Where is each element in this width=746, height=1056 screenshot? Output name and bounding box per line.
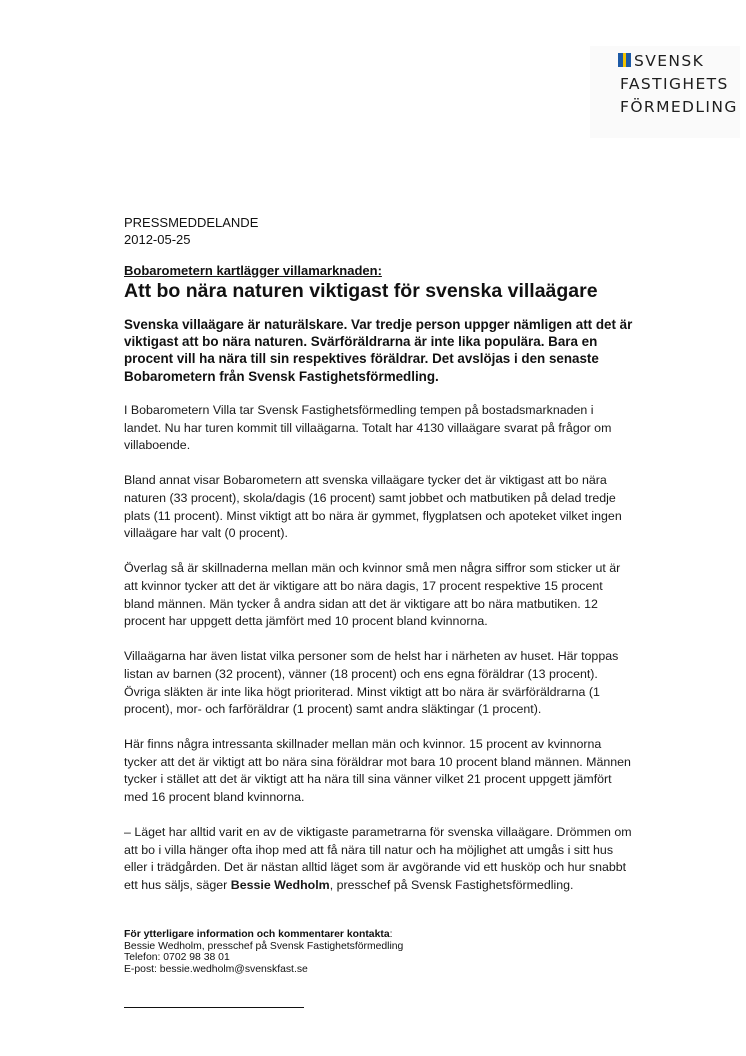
contact-heading: För ytterligare information och kommentarer kontakta xyxy=(124,929,390,940)
paragraph-4: Villaägarna har även listat vilka personer som de helst har i närheten av huset. Här toppas listan av barnen (32 procent), vänner (18 procent) och ens egna föräldrar (13 procent). Övriga släkten är inte lika högt prioriterad. Minst viktigt att bo nära är svärföräldrarna (1 procent), mor- och farföräldrar (1 procent) samt andra släktingar (1 procent). xyxy=(124,649,619,717)
logo-line-2: FASTIGHETS xyxy=(620,75,729,93)
paragraph-1: I Bobarometern Villa tar Svensk Fastighetsförmedling tempen på bostadsmarknaden i landet. Nu har turen kommit till villaägarna. Totalt har 4130 villaägare svarat på frågor om villaboende. xyxy=(124,403,612,453)
headline: Att bo nära naturen viktigast för svenska villaägare xyxy=(124,280,598,302)
contact-email[interactable]: E-post: bessie.wedholm@svenskfast.se xyxy=(124,963,308,975)
ingress: Svenska villaägare är naturälskare. Var tredje person uppger nämligen att det är viktigast att bo nära naturen. Svärföräldrarna är inte lika populära. Bara en procent vill ha nära till sin respektives föräldrar. Det avslöjas i den senaste Bobarometern från Svensk Fastighetsförmedling. xyxy=(124,317,633,384)
paragraph-6 xyxy=(124,824,634,894)
swedish-flag-icon xyxy=(618,53,631,67)
logo-line-1: SVENSK xyxy=(634,52,705,70)
paragraph-5: Här finns några intressanta skillnader mellan män och kvinnor. 15 procent av kvinnorna tycker att det är viktigt att bo nära sina föräldrar mot bara 10 procent bland männen. Männen tycker i stället att det är viktigt att ha nära till sina vänner vilket 21 procent uppgett jämfört med 16 procent bland kvinnorna. xyxy=(124,737,631,805)
kicker: Bobarometern kartlägger villamarknaden: xyxy=(124,263,382,278)
paragraph-2: Bland annat visar Bobarometern att svenska villaägare tycker det är viktigast att bo nära naturen (33 procent), skola/dagis (16 procent) samt jobbet och matbutiken på delad tredje plats (11 procent). Minst viktigt att bo nära är gymmet, flygplatsen och apoteket vilket ingen villaägare har valt (0 procent). xyxy=(124,473,622,541)
quote-speaker-title: , presschef på Svensk Fastighetsförmedling. xyxy=(329,878,574,893)
footer-divider xyxy=(124,1007,304,1008)
contact-person: Bessie Wedholm, presschef på Svensk Fastighetsförmedling xyxy=(124,940,404,952)
company-logo xyxy=(590,46,740,138)
quote-speaker: Bessie Wedholm xyxy=(230,878,330,893)
contact-heading-colon: : xyxy=(389,929,393,940)
quote-text: – Läget har alltid varit en av de viktigaste parametrarna för svenska villaägare. Drömmen om att bo i villa hänger ofta ihop med att få nära till natur och ha möjlighet att umgås i sitt hus eller i trädgården. Det är nästan alltid läget som är avgörande vid ett husköp och hur snabbt ett hus säljs, säger xyxy=(124,825,632,893)
logo-line-3: FÖRMEDLING xyxy=(620,98,738,116)
document-date: 2012-05-25 xyxy=(124,232,191,247)
document-type: PRESSMEDDELANDE xyxy=(124,215,259,230)
contact-phone: Telefon: 0702 98 38 01 xyxy=(124,952,230,964)
paragraph-3: Överlag så är skillnaderna mellan män och kvinnor små men några siffror som sticker ut är att kvinnor tycker att det är viktigare att bo nära dagis, 17 procent respektive 15 procent bland männen. Män tycker å andra sidan att det är viktigare att bo nära matbutiken. 12 procent har uppgett detta jämfört med 10 procent bland kvinnorna. xyxy=(124,561,621,629)
contact-block xyxy=(124,929,403,975)
article-body xyxy=(124,402,634,912)
